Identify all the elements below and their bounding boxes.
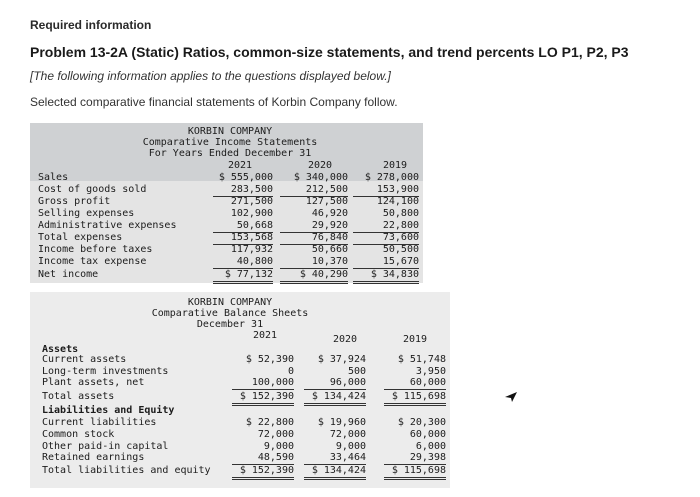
income-cell: $ 278,000 [364, 172, 419, 183]
liabilities-equity-heading: Liabilities and Equity [42, 405, 175, 416]
balance-cell: 3,950 [415, 366, 446, 377]
balance-row-label: Total liabilities and equity [42, 465, 211, 476]
income-cell: $ 555,000 [218, 172, 273, 183]
balance-cell: $ 115,698 [384, 465, 446, 480]
income-cell: 117,932 [230, 244, 273, 255]
income-row-label: Income before taxes [38, 244, 153, 255]
balance-cell: 29,398 [384, 452, 446, 465]
required-information-heading: Required information [30, 18, 152, 32]
balance-cell: $ 22,800 [245, 417, 294, 428]
balance-cell: 60,000 [409, 429, 446, 440]
income-cell: 46,920 [311, 208, 348, 219]
income-cell: 73,600 [353, 232, 419, 245]
income-row-label: Sales [38, 172, 69, 183]
balance-row-label: Common stock [42, 429, 115, 440]
income-cell: 15,670 [353, 256, 419, 269]
income-statement-table [30, 123, 423, 283]
income-row-label: Net income [38, 269, 99, 280]
balance-sheet-title: Comparative Balance Sheets [151, 308, 309, 319]
income-cell: 40,800 [213, 256, 273, 269]
balance-cell: $ 52,390 [245, 354, 294, 365]
balance-cell: $ 37,924 [317, 354, 366, 365]
balance-year-2020: 2020 [332, 334, 358, 345]
income-row-label: Gross profit [38, 196, 111, 207]
income-cell: 212,500 [280, 184, 348, 197]
balance-cell: $ 20,300 [397, 417, 446, 428]
balance-row-label: Plant assets, net [42, 377, 145, 388]
income-year-2021: 2021 [227, 160, 253, 171]
income-company-name: KORBIN COMPANY [187, 126, 273, 137]
balance-row-label: Long-term investments [42, 366, 169, 377]
income-row-label: Total expenses [38, 232, 123, 243]
balance-cell: 96,000 [304, 377, 366, 390]
balance-cell: $ 152,390 [232, 465, 294, 480]
income-cell: $ 34,830 [353, 269, 419, 284]
income-cell: 22,800 [353, 220, 419, 233]
income-year-2019: 2019 [382, 160, 408, 171]
balance-cell: 6,000 [415, 441, 446, 452]
balance-cell: 72,000 [257, 429, 294, 440]
income-cell: 10,370 [280, 256, 348, 269]
intro-text: Selected comparative financial statements of Korbin Company follow. [30, 95, 398, 109]
balance-cell: $ 115,698 [384, 391, 446, 406]
income-cell: 271,500 [230, 196, 273, 207]
balance-cell: 100,000 [232, 377, 294, 390]
income-cell: 76,840 [280, 232, 348, 245]
balance-row-label: Total assets [42, 391, 115, 402]
income-cell: $ 77,132 [213, 269, 273, 284]
problem-title: Problem 13-2A (Static) Ratios, common-size statements, and trend percents LO P1, P2, P3 [30, 44, 629, 60]
balance-year-2021: 2021 [252, 330, 278, 341]
balance-cell: 0 [287, 366, 294, 377]
income-row-label: Administrative expenses [38, 220, 177, 231]
balance-year-2019: 2019 [402, 334, 428, 345]
income-cell: $ 40,290 [280, 269, 348, 284]
income-row-label: Cost of goods sold [38, 184, 147, 195]
income-row-label: Income tax expense [38, 256, 147, 267]
balance-row-label: Retained earnings [42, 452, 145, 463]
assets-heading: Assets [42, 344, 79, 355]
income-cell: 29,920 [280, 220, 348, 233]
income-cell: 50,660 [311, 244, 348, 255]
balance-cell: 72,000 [329, 429, 366, 440]
income-cell: 50,500 [382, 244, 419, 255]
income-cell: 50,668 [213, 220, 273, 233]
income-row-label: Selling expenses [38, 208, 135, 219]
balance-cell: 60,000 [384, 377, 446, 390]
balance-cell: 33,464 [304, 452, 366, 465]
balance-cell: $ 51,748 [397, 354, 446, 365]
income-year-2020: 2020 [307, 160, 333, 171]
balance-sheet-period: December 31 [196, 319, 264, 330]
income-cell: 153,900 [353, 184, 419, 197]
income-cell: $ 340,000 [293, 172, 348, 183]
income-cell: 50,800 [382, 208, 419, 219]
balance-row-label: Other paid-in capital [42, 441, 169, 452]
balance-cell: $ 152,390 [232, 391, 294, 406]
balance-cell: 9,000 [263, 441, 294, 452]
balance-row-label: Current assets [42, 354, 127, 365]
balance-cell: 500 [347, 366, 366, 377]
income-statement-period: For Years Ended December 31 [148, 148, 312, 159]
balance-cell: $ 19,960 [317, 417, 366, 428]
balance-sheet-table [30, 292, 450, 488]
income-cell: 153,568 [213, 232, 273, 245]
income-cell: 283,500 [213, 184, 273, 197]
balance-company-name: KORBIN COMPANY [187, 297, 273, 308]
balance-cell: $ 134,424 [304, 391, 366, 406]
balance-cell: 9,000 [335, 441, 366, 452]
balance-row-label: Current liabilities [42, 417, 157, 428]
income-cell: 124,100 [376, 196, 419, 207]
balance-cell: $ 134,424 [304, 465, 366, 480]
income-cell: 102,900 [230, 208, 273, 219]
instructions-note: [The following information applies to the questions displayed below.] [30, 69, 391, 83]
mouse-cursor-icon [504, 391, 518, 403]
income-statement-title: Comparative Income Statements [142, 137, 318, 148]
balance-cell: 48,590 [232, 452, 294, 465]
income-cell: 127,500 [305, 196, 348, 207]
